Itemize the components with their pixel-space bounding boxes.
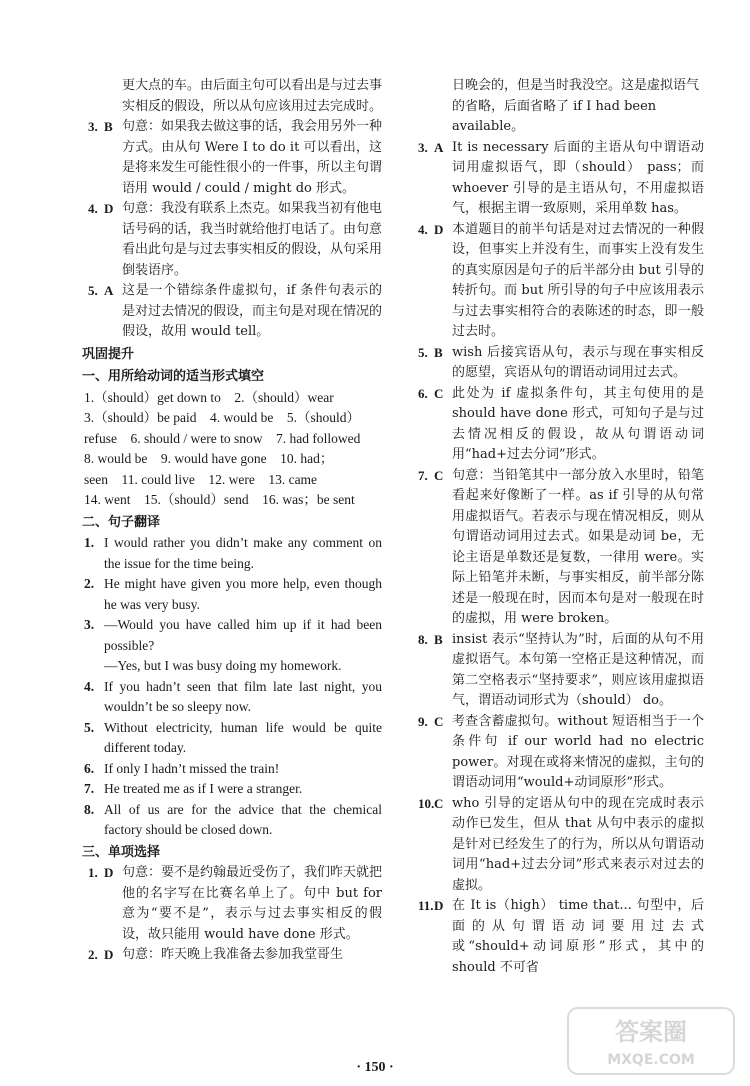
translation-item: 1. I would rather you didn’t make any comment on the issue for the time being. [84, 535, 382, 571]
translation-item: —Yes, but I was busy doing my homework. [104, 658, 342, 673]
fill-line: seen 11. could live 12. were 13. came [84, 471, 318, 487]
svg-text:答案圈MXQE.COM: 答案圈 MXQE.COM [607, 1018, 695, 1068]
translation-item: 8. All of us are for the advice that the chemical factory should be closed down. [84, 801, 382, 837]
fill-line: refuse 6. should / were to snow 7. had followed [84, 430, 361, 446]
answer-item: 4. D 句意：我没有联系上杰克。如果我当初有他电话号码的话，我当时就给他打电话了。由句意看出此句是与过去事实相反的假设，从句采用倒装语序。 [88, 201, 383, 278]
intro-paragraph: 日晚会的，但是当时我没空。这是虚拟语气的省略，后面省略了 if I had been available。 [452, 78, 700, 134]
section-title-choice: 三、单项选择 [82, 844, 161, 860]
section-title-translation: 二、句子翻译 [82, 514, 161, 530]
watermark-logo [566, 1006, 736, 1076]
section-heading: 巩固提升 [82, 346, 135, 362]
answer-item: 2. D 句意：昨天晚上我准备去参加我堂哥生 [88, 947, 344, 962]
answer-item: 10. C who 引导的定语从句中的现在完成时表示动作已发生，但从 that 从句中表示的虚拟是针对已经发生了的行为，所以从句谓语动词用“had+过去分词”形式来表示对过去的虚拟。 [418, 795, 704, 893]
answer-item: 3. A It is necessary 后面的主语从句中谓语动词用虚拟语气，即（should） pass；而 whoever 引导的是主语从句，不用虚拟语气，根据主谓一致原则，采用单数 has。 [418, 139, 704, 216]
answer-item: 1. D 句意：要不是约翰最近受伤了，我们昨天就把他的名字写在比赛名单上了。句中 but for 意为“要不是”，表示与过去事实相反的假设，故只能用 would have done 形式。 [88, 865, 383, 942]
translation-item: 3. —Would you have called him up if it had been possible? [84, 617, 382, 653]
fill-line: 8. would be 9. would have gone 10. had； [84, 451, 334, 466]
section-title-fill: 一、用所给动词的适当形式填空 [82, 369, 265, 384]
answer-item: 6. C 此处为 if 虚拟条件句，其主句使用的是 should have done 形式，可知句子是与过去情况相反的假设，故从句谓语动词用“had+过去分词”形式。 [418, 385, 704, 462]
fill-line: 14. went 15.（should）send 16. was；be sent [84, 492, 355, 507]
answer-item: 7. C 句意：当铅笔其中一部分放入水里时，铅笔看起来好像断了一样。as if 引导的从句常用虚拟语气。若表示与现在情况相反，则从句谓语动词用过去式。如果是动词 be，无论主语是单数还是复数，一律用 were。实际上铅笔并未断，与事实相反，前半部分陈述是一般现在时，因而本句是对一般现在时的虚拟，用 were broken。 [418, 467, 704, 626]
answer-item: 5. B wish 后接宾语从句，表示与现在事实相反的愿望，宾语从句的谓语动词用过去式。 [418, 344, 704, 380]
translation-item: 2. He might have given you more help, even though he was very busy. [84, 576, 382, 612]
fill-line: 3.（should）be paid 4. would be 5.（should） [84, 410, 360, 425]
answer-item: 3. B 句意：如果我去做这事的话，我会用另外一种方式。由从句 Were I to do it 可以看出，这是将来发生可能性很小的一件事，所以主句谓语用 would / could / might do 形式。 [88, 119, 383, 196]
answer-item: 8. B insist 表示“坚持认为”时，后面的从句不用虚拟语气。本句第一空格正是这种情况，而第二空格表示“坚持要求”，则应该用虚拟语气，谓语动词形式为（should） do。 [418, 631, 704, 708]
answer-item: 4. D 本道题目的前半句话是对过去情况的一种假设，但事实上并没有生，而事实上没有发生的真实原因是句子的后半部分由 but 引导的转折句。而 but 所引导的句子中应该用表示与过去事实相符合的表陈述的时态，即一般过去时。 [418, 221, 704, 339]
translation-item: 5. Without electricity, human life would be quite different today. [84, 719, 382, 755]
translation-item: 4. If you hadn’t seen that film late last night, you wouldn’t be so sleepy now. [84, 678, 382, 714]
translation-item: 7. He treated me as if I were a stranger. [84, 781, 303, 796]
fill-line: 1.（should）get down to 2.（should）wear [84, 389, 334, 405]
left-column [82, 76, 382, 966]
intro-paragraph: 更大点的车。由后面主句可以看出是与过去事实相反的假设，所以从句应该用过去完成时。 [122, 78, 383, 114]
translation-item: 6. If only I hadn’t missed the train! [84, 760, 280, 776]
answer-item: 5. A 这是一个错综条件虚拟句，if 条件句表示的是对过去情况的假设，而主句是对现在情况的假设，故用 would tell。 [88, 283, 383, 339]
page-number: · 150 · [356, 1060, 394, 1075]
answer-item: 9. C 考查含蓄虚拟句。without 短语相当于一个条件句 if our world had no electric power。对现在或将来情况的虚拟，主句的谓语动词用“would+动词原形”形式。 [418, 713, 704, 790]
right-column [412, 76, 704, 978]
answer-item: 11. D 在 It is（high） time that... 句型中，后面的从句谓语动词要用过去式或“should+动词原形”形式，其中的 should 不可省 [418, 898, 704, 975]
